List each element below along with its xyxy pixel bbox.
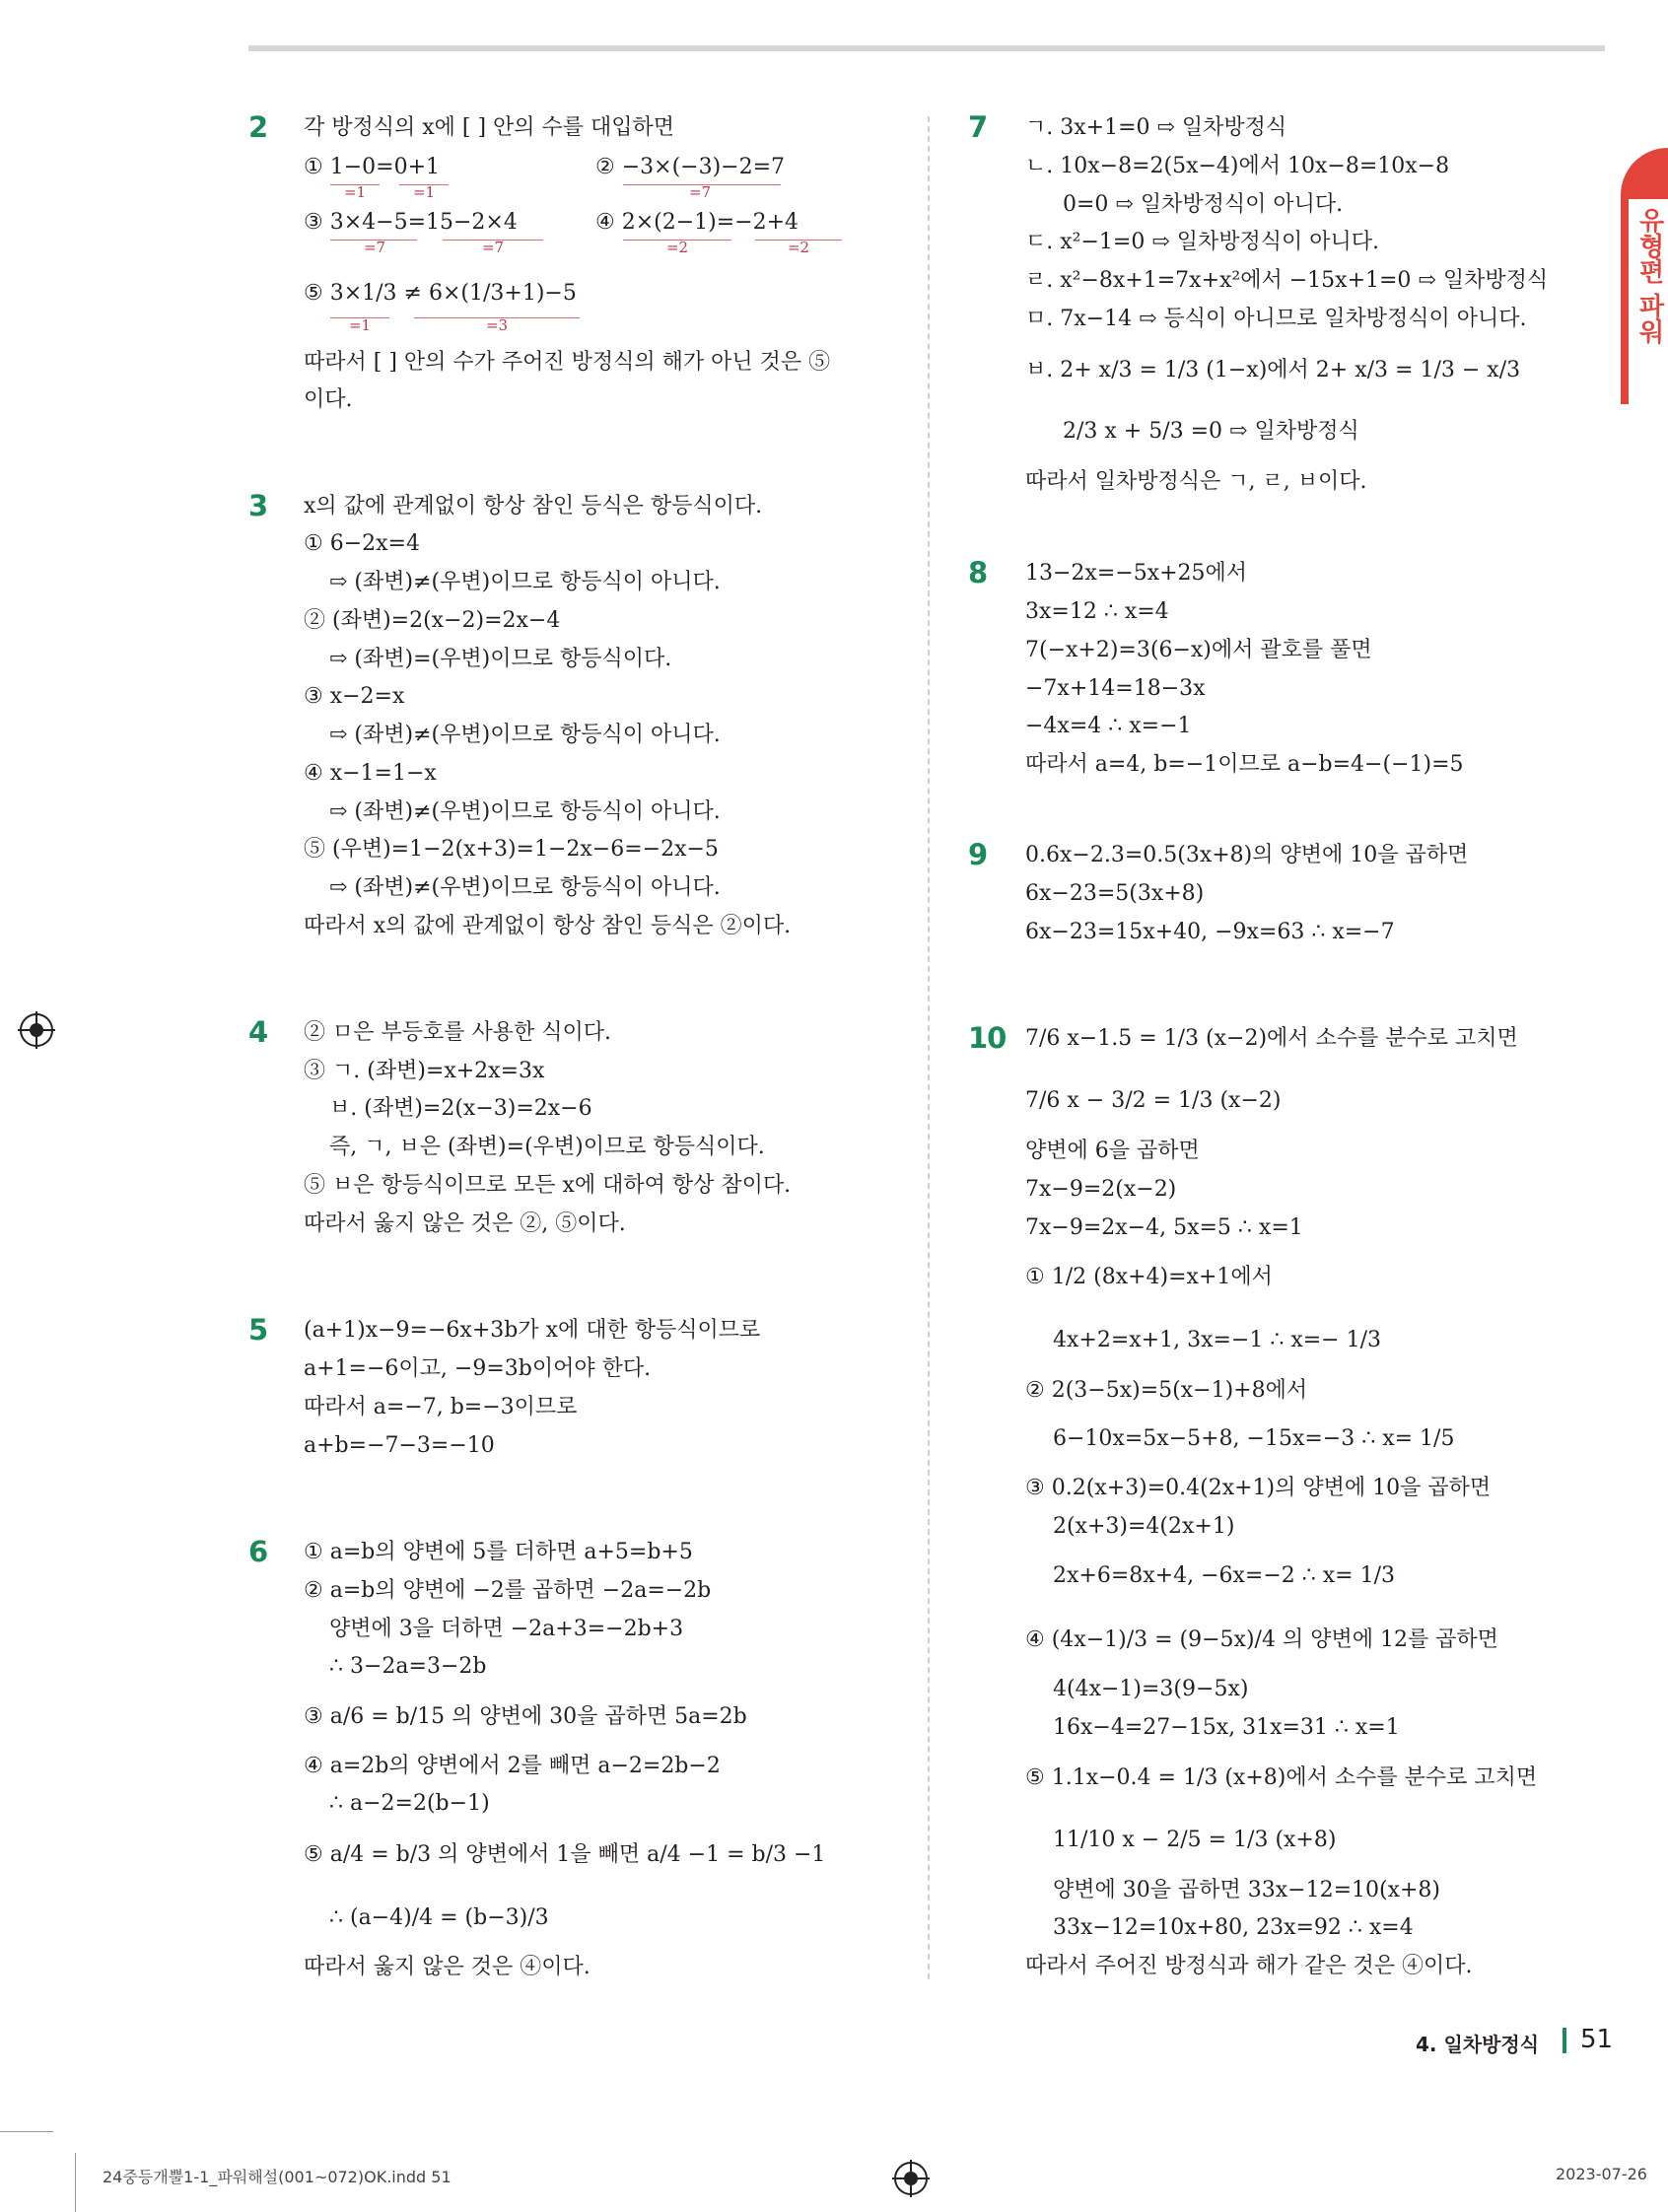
- solution-line: ⑤ ㅂ은 항등식이므로 모든 x에 대하여 항상 참이다.: [304, 1173, 792, 1198]
- solution-line: ㅁ. 7x−14 ⇨ 등식이 아니므로 일차방정식이 아니다.: [1025, 307, 1527, 331]
- solution-line: ② 2(3−5x)=5(x−1)+8에서: [1025, 1378, 1308, 1403]
- registration-mark-left: [20, 1013, 53, 1047]
- chapter-label: 4. 일차방정식: [1416, 2033, 1540, 2056]
- sub-value: =1: [412, 183, 436, 201]
- solution-line: ② ㅁ은 부등호를 사용한 식이다.: [304, 1020, 611, 1045]
- solution-line: ① 6−2x=4: [304, 531, 420, 556]
- sub-value: =1: [348, 316, 372, 334]
- solution-line: 2x+6=8x+4, −6x=−2 ∴ x= 1/3: [1053, 1563, 1396, 1588]
- problem-number: 7: [968, 110, 988, 144]
- solution-line: −7x+14=18−3x: [1025, 676, 1206, 701]
- solution-line: 따라서 일차방정식은 ㄱ, ㄹ, ㅂ이다.: [1025, 469, 1367, 494]
- solution-line: a+1=−6이고, −9=3b이어야 한다.: [304, 1356, 652, 1381]
- solution-line: 7x−9=2(x−2): [1025, 1177, 1177, 1202]
- problem-number: 9: [968, 838, 988, 871]
- solution-line: (a+1)x−9=−6x+3b가 x에 대한 항등식이므로: [304, 1318, 761, 1343]
- solution-line: −4x=4 ∴ x=−1: [1025, 714, 1192, 738]
- conclusion: 이다.: [304, 387, 353, 412]
- problem-text: 각 방정식의 x에 [ ] 안의 수를 대입하면: [304, 115, 675, 140]
- solution-line: ④ x−1=1−x: [304, 761, 437, 786]
- solution-line: ∴ 3−2a=3−2b: [329, 1654, 487, 1679]
- solution-line: ③ 0.2(x+3)=0.4(2x+1)의 양변에 10을 곱하면: [1025, 1476, 1492, 1500]
- crop-mark: [75, 2153, 76, 2212]
- solution-line: 7(−x+2)=3(6−x)에서 괄호를 풀면: [1025, 638, 1372, 662]
- solution-line: 33x−12=10x+80, 23x=92 ∴ x=4: [1053, 1915, 1414, 1940]
- solution-line: 2(x+3)=4(2x+1): [1053, 1514, 1235, 1539]
- sub-value: =7: [481, 239, 505, 256]
- solution-line: 따라서 a=4, b=−1이므로 a−b=4−(−1)=5: [1025, 752, 1464, 777]
- solution-line: ∴ (a−4)/4 = (b−3)/3: [329, 1905, 549, 1930]
- sub-value: =2: [787, 239, 810, 256]
- solution-line: 따라서 x의 값에 관계없이 항상 참인 등식은 ②이다.: [304, 914, 792, 938]
- solution-line: 따라서 주어진 방정식과 해가 같은 것은 ④이다.: [1025, 1954, 1473, 1978]
- side-tab-label: 유형편 파워: [1634, 207, 1664, 345]
- solution-line: 따라서 옳지 않은 것은 ②, ⑤이다.: [304, 1211, 626, 1236]
- solution-line: a+b=−7−3=−10: [304, 1433, 495, 1458]
- solution-line: 따라서 옳지 않은 것은 ④이다.: [304, 1955, 591, 1979]
- top-rule: [248, 45, 1605, 51]
- problem-number: 8: [968, 556, 988, 589]
- solution-line: ∴ a−2=2(b−1): [329, 1791, 490, 1816]
- column-divider: [928, 116, 930, 1979]
- solution-line: 양변에 30을 곱하면 33x−12=10(x+8): [1053, 1878, 1440, 1902]
- solution-line: 7/6 x − 3/2 = 1/3 (x−2): [1025, 1088, 1282, 1113]
- solution-line: ⇨ (좌변)≠(우변)이므로 항등식이 아니다.: [329, 799, 721, 824]
- solution-line: 0=0 ⇨ 일차방정식이 아니다.: [1063, 192, 1344, 217]
- sub-value: =3: [485, 316, 509, 334]
- problem-number: 6: [248, 1535, 268, 1568]
- solution-line: ⑤ 1.1x−0.4 = 1/3 (x+8)에서 소수를 분수로 고치면: [1025, 1765, 1538, 1790]
- solution-line: 양변에 3을 더하면 −2a+3=−2b+3: [329, 1617, 684, 1641]
- page-number: 51: [1580, 2025, 1614, 2054]
- solution-line: ④ a=2b의 양변에서 2를 빼면 a−2=2b−2: [304, 1754, 721, 1778]
- solution-line: 4(4x−1)=3(9−5x): [1053, 1677, 1249, 1701]
- choice-2: ② −3×(−3)−2=7: [595, 155, 786, 179]
- choice-3: ③ 3×4−5=15−2×4: [304, 210, 518, 235]
- solution-line: x의 값에 관계없이 항상 참인 등식은 항등식이다.: [304, 494, 763, 518]
- solution-line: ㄹ. x²−8x+1=7x+x²에서 −15x+1=0 ⇨ 일차방정식: [1025, 268, 1549, 293]
- solution-line: 7/6 x−1.5 = 1/3 (x−2)에서 소수를 분수로 고치면: [1025, 1026, 1518, 1051]
- solution-line: ⇨ (좌변)≠(우변)이므로 항등식이 아니다.: [329, 875, 721, 900]
- solution-line: 3x=12 ∴ x=4: [1025, 599, 1169, 624]
- solution-line: 4x+2=x+1, 3x=−1 ∴ x=− 1/3: [1053, 1328, 1382, 1352]
- problem-number: 4: [248, 1015, 268, 1049]
- solution-line: 7x−9=2x−4, 5x=5 ∴ x=1: [1025, 1215, 1303, 1240]
- solution-line: 6x−23=5(3x+8): [1025, 881, 1205, 906]
- solution-line: ㅂ. 2+ x/3 = 1/3 (1−x)에서 2+ x/3 = 1/3 − x/3: [1025, 358, 1521, 382]
- solution-line: ⇨ (좌변)≠(우변)이므로 항등식이 아니다.: [329, 723, 721, 747]
- solution-line: ㅂ. (좌변)=2(x−3)=2x−6: [329, 1096, 592, 1121]
- solution-line: ① 1/2 (8x+4)=x+1에서: [1025, 1265, 1273, 1289]
- solution-line: ⇨ (좌변)=(우변)이므로 항등식이다.: [329, 647, 672, 671]
- solution-line: ③ x−2=x: [304, 684, 405, 709]
- solution-line: ② a=b의 양변에 −2를 곱하면 −2a=−2b: [304, 1578, 712, 1603]
- sub-value: =2: [665, 239, 689, 256]
- problem-number: 5: [248, 1313, 268, 1347]
- problem-number: 10: [968, 1021, 1007, 1055]
- solution-line: 따라서 a=−7, b=−3이므로: [304, 1395, 578, 1419]
- solution-line: 2/3 x + 5/3 =0 ⇨ 일차방정식: [1063, 419, 1359, 444]
- choice-5: ⑤ 3×1/3 ≠ 6×(1/3+1)−5: [304, 281, 577, 306]
- solution-line: ㄴ. 10x−8=2(5x−4)에서 10x−8=10x−8: [1025, 154, 1450, 178]
- solution-line: 13−2x=−5x+25에서: [1025, 561, 1248, 586]
- solution-line: 양변에 6을 곱하면: [1025, 1139, 1200, 1163]
- footer-separator: [1563, 2028, 1566, 2053]
- choice-1: ① 1−0=0+1: [304, 155, 441, 179]
- sub-value: =7: [688, 183, 712, 201]
- sub-value: =7: [363, 239, 386, 256]
- sub-value: =1: [343, 183, 367, 201]
- solution-line: 11/10 x − 2/5 = 1/3 (x+8): [1053, 1828, 1337, 1852]
- solution-line: ㄱ. 3x+1=0 ⇨ 일차방정식: [1025, 115, 1287, 140]
- solution-line: ⑤ (우변)=1−2(x+3)=1−2x−6=−2x−5: [304, 837, 719, 862]
- solution-line: ② (좌변)=2(x−2)=2x−4: [304, 608, 561, 633]
- solution-line: ① a=b의 양변에 5를 더하면 a+5=b+5: [304, 1540, 693, 1564]
- solution-line: 16x−4=27−15x, 31x=31 ∴ x=1: [1053, 1715, 1400, 1740]
- solution-line: ㄷ. x²−1=0 ⇨ 일차방정식이 아니다.: [1025, 230, 1380, 254]
- crop-mark: [0, 2131, 53, 2132]
- solution-line: ④ (4x−1)/3 = (9−5x)/4 의 양변에 12를 곱하면: [1025, 1627, 1498, 1652]
- registration-mark-bottom: [894, 2162, 928, 2195]
- print-date: 2023-07-26: [1556, 2165, 1647, 2183]
- solution-line: ③ ㄱ. (좌변)=x+2x=3x: [304, 1059, 545, 1083]
- choice-4: ④ 2×(2−1)=−2+4: [595, 210, 799, 235]
- solution-line: ③ a/6 = b/15 의 양변에 30을 곱하면 5a=2b: [304, 1704, 747, 1729]
- file-slug: 24중등개뿔1-1_파워해설(001~072)OK.indd 51: [103, 2168, 452, 2186]
- solution-line: 0.6x−2.3=0.5(3x+8)의 양변에 10을 곱하면: [1025, 843, 1469, 867]
- solution-line: 즉, ㄱ, ㅂ은 (좌변)=(우변)이므로 항등식이다.: [329, 1135, 765, 1159]
- solution-line: 6−10x=5x−5+8, −15x=−3 ∴ x= 1/5: [1053, 1426, 1455, 1451]
- solution-line: ⇨ (좌변)≠(우변)이므로 항등식이 아니다.: [329, 570, 721, 594]
- problem-number: 2: [248, 110, 268, 144]
- problem-number: 3: [248, 489, 268, 522]
- conclusion: 따라서 [ ] 안의 수가 주어진 방정식의 해가 아닌 것은 ⑤: [304, 350, 831, 375]
- solution-line: ⑤ a/4 = b/3 의 양변에서 1을 빼면 a/4 −1 = b/3 −1: [304, 1842, 826, 1867]
- solution-line: 6x−23=15x+40, −9x=63 ∴ x=−7: [1025, 920, 1395, 944]
